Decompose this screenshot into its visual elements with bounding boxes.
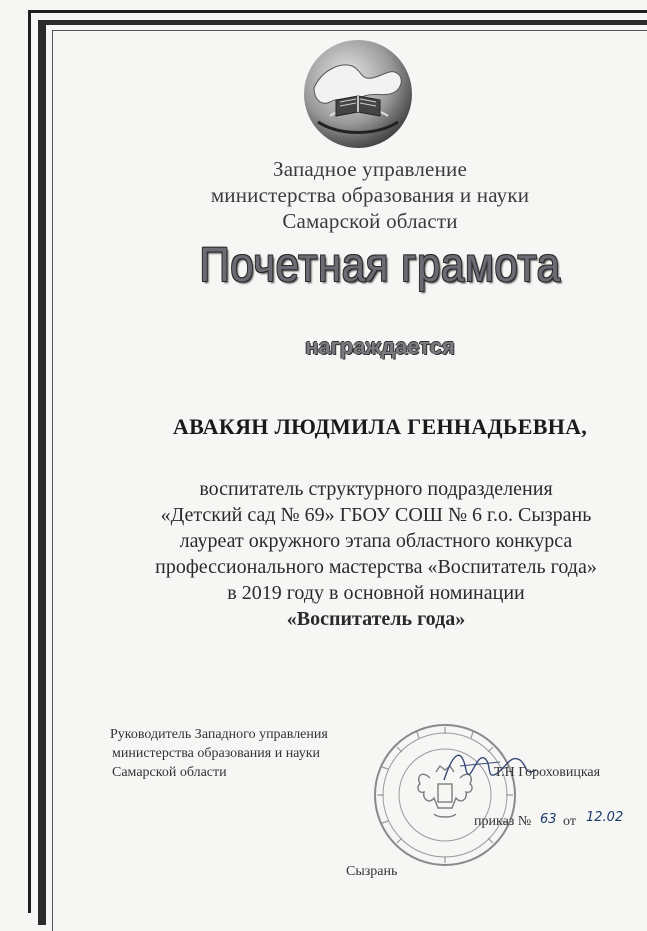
order-date: 12.02 bbox=[586, 810, 624, 825]
body-line-4: профессионального мастерства «Воспитатель года» bbox=[155, 556, 597, 578]
awarded-label: награждается bbox=[305, 334, 455, 359]
body-line-3: лауреат окружного этапа областного конкурса bbox=[179, 530, 573, 552]
issuer-line-2: министерства образования и науки bbox=[210, 183, 530, 207]
city-name: Сызрань bbox=[346, 864, 398, 879]
order-from-label: от bbox=[563, 814, 576, 829]
order-prefix: приказ № bbox=[474, 814, 532, 829]
globe-book-emblem-icon bbox=[300, 36, 416, 152]
body-line-2: «Детский сад № 69» ГБОУ СОШ № 6 г.о. Сызрань bbox=[160, 504, 592, 526]
certificate-title: Почетная грамота bbox=[199, 239, 561, 292]
body-line-6: «Воспитатель года» bbox=[286, 608, 466, 630]
issuer-line-3: Самарской области bbox=[282, 209, 458, 233]
body-line-1: воспитатель структурного подразделения bbox=[199, 478, 553, 500]
signatory-line-3: Самарской области bbox=[112, 765, 227, 780]
signatory-line-1: Руководитель Западного управления bbox=[110, 727, 328, 742]
signatory-line-2: министерства образования и науки bbox=[112, 746, 320, 761]
body-line-5: в 2019 году в основной номинации bbox=[227, 582, 525, 604]
order-number: 63 bbox=[540, 812, 557, 827]
signatory-name: Т.Н Гороховицкая bbox=[494, 765, 601, 780]
recipient-name: АВАКЯН ЛЮДМИЛА ГЕННАДЬЕВНА, bbox=[172, 414, 588, 439]
issuer-line-1: Западное управление bbox=[273, 157, 467, 181]
